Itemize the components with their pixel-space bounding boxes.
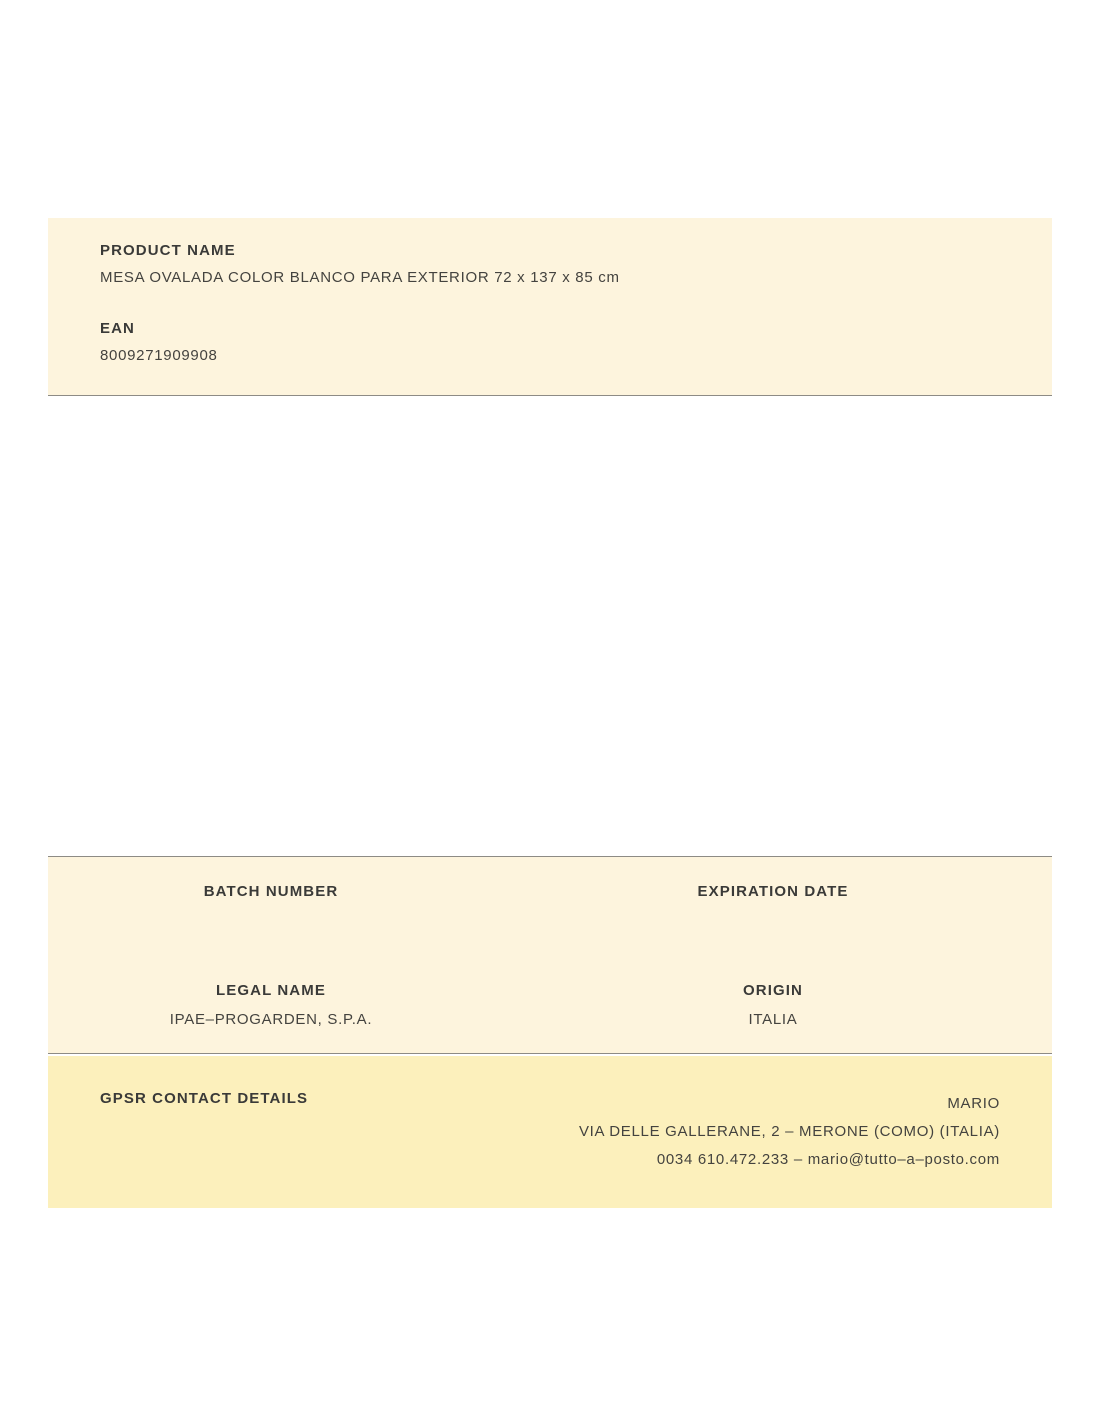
product-name-value: MESA OVALADA COLOR BLANCO PARA EXTERIOR 72 x 137 x 85 cm [100,269,620,286]
gpsr-contact-name: MARIO [947,1095,1000,1112]
ean-value: 8009271909908 [100,347,218,364]
blank-content-area [48,396,1052,856]
ean-label: EAN [100,320,135,337]
gpsr-contact-lines [579,1090,1000,1174]
gpsr-contact-block [48,1056,1052,1208]
batch-number-label: BATCH NUMBER [203,883,339,900]
origin-label: ORIGIN [743,982,803,999]
batch-expiration-row [48,857,1052,930]
field-group-divider [100,286,1000,320]
expiration-date-cell [522,883,1024,930]
legal-name-value: IPAE–PROGARDEN, S.P.A. [169,1011,373,1028]
legal-name-label: LEGAL NAME [216,982,326,999]
legal-name-cell [20,982,522,1029]
expiration-date-label: EXPIRATION DATE [697,883,849,900]
gpsr-contact-address: VIA DELLE GALLERANE, 2 – MERONE (COMO) (ITALIA) [578,1123,1000,1140]
product-info-block [48,218,1052,396]
product-name-label: PRODUCT NAME [100,242,236,259]
gpsr-contact-phone-email: 0034 610.472.233 – mario@tutto–a–posto.com [656,1151,1000,1168]
origin-cell [522,982,1024,1029]
origin-value: ITALIA [748,1011,798,1028]
gpsr-contact-label: GPSR CONTACT DETAILS [100,1090,309,1107]
batch-number-cell [20,883,522,930]
legal-origin-row [48,930,1052,1029]
regulatory-info-block [48,856,1052,1054]
expiration-date-value [534,912,1012,930]
batch-number-value [32,912,510,930]
